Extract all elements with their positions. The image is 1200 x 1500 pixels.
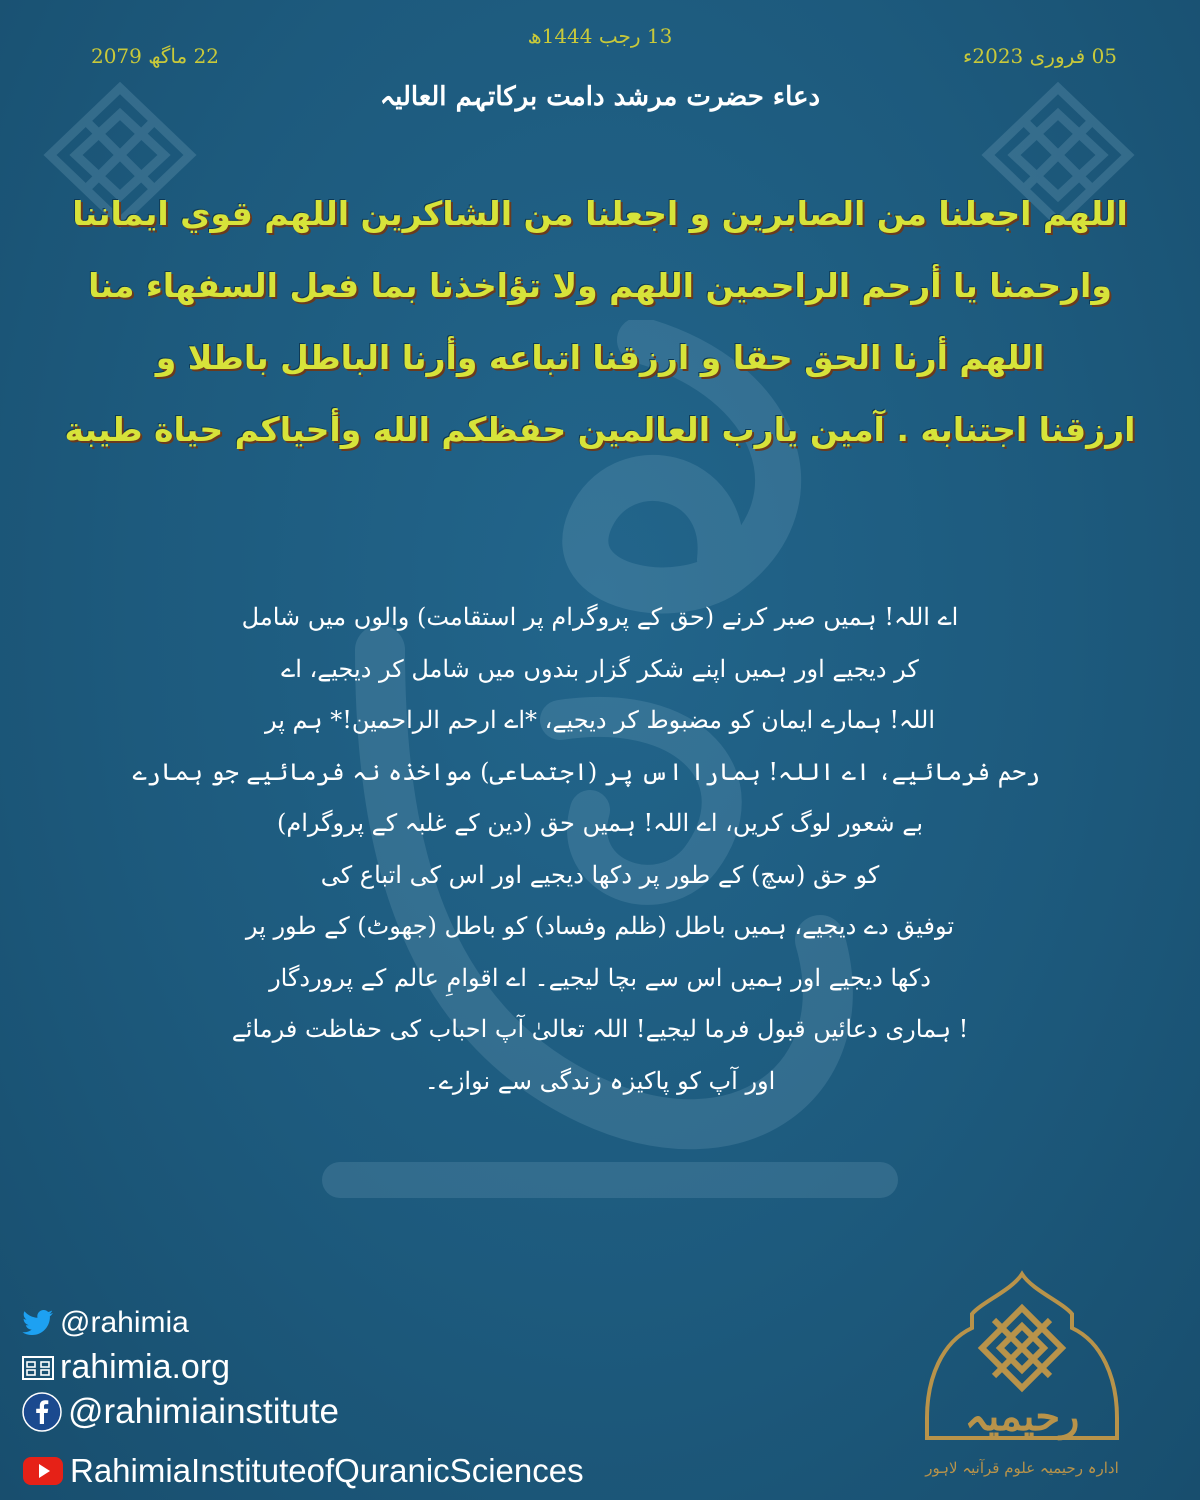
arabic-dua-line: اللهم اجعلنا من الصابرين و اجعلنا من الشاكرين اللهم قوي ايماننا: [72, 194, 1128, 233]
youtube-link[interactable]: [22, 1452, 584, 1490]
page-title: دعاء حضرت مرشد دامت برکاتہم العالیہ: [379, 82, 821, 112]
urdu-translation: [132, 592, 1040, 1107]
twitter-icon: [22, 1310, 54, 1336]
twitter-link[interactable]: [22, 1306, 189, 1340]
website-url: rahimia.org: [60, 1348, 231, 1386]
twitter-handle: @rahimia: [60, 1306, 189, 1339]
logo-subtitle: ادارہ رحیمیہ علوم قرآنیہ لاہور: [925, 1459, 1119, 1477]
web-icon: [22, 1356, 54, 1380]
website-link[interactable]: [22, 1348, 230, 1387]
urdu-translation-line: بے شعور لوگ کریں، اے اللہ! ہمیں حق (دین کے غلبہ کے پروگرام): [276, 809, 924, 837]
urdu-translation-line: اے اللہ! ہمیں صبر کرنے (حق کے پروگرام پر استقامت) والوں میں شامل: [241, 603, 959, 631]
gregorian-date: 05 فروری 2023ء: [962, 44, 1118, 68]
arabic-dua-line: وارحمنا يا أرحم الراحمين اللهم ولا تؤاخذنا بما فعل السفهاء منا: [88, 266, 1112, 305]
facebook-link[interactable]: [22, 1392, 339, 1432]
urdu-translation-line: کو حق (سچ) کے طور پر دکھا دیجیے اور اس کی اتباع کی: [320, 860, 880, 889]
urdu-translation-line: دکھا دیجیے اور ہمیں اس سے بچا لیجیے۔ اے اقوامِ عالم کے پروردگار: [269, 963, 931, 992]
youtube-icon: [22, 1456, 64, 1486]
facebook-icon: [22, 1392, 62, 1432]
urdu-translation-line: توفیق دے دیجیے، ہمیں باطل (ظلم وفساد) کو باطل (جھوٹ) کے طور پر: [245, 912, 955, 940]
urdu-translation-line: رحم فرمائیے، اے اللہ! ہمارا اس پر (اجتماعی) مواخذہ نہ فرمائیے جو ہمارے: [132, 757, 1040, 786]
arabic-dua-line: ارزقنا اجتنابه . آمين يارب العالمين حفظكم الله وأحياكم حياة طيبة: [64, 410, 1136, 449]
urdu-translation-line: اللہ! ہمارے ایمان کو مضبوط کر دیجیے، *اے ارحم الراحمین!* ہم پر: [264, 706, 936, 734]
hijri-date: 13 رجب 1444ھ: [527, 24, 673, 48]
urdu-translation-line: ! ہماری دعائیں قبول فرما لیجیے! اللہ تعالیٰ آپ احباب کی حفاظت فرمائے: [231, 1015, 969, 1043]
arabic-dua-line: اللهم أرنا الحق حقا و ارزقنا اتباعه وأرنا الباطل باطلا و: [155, 338, 1045, 377]
facebook-handle: @rahimiainstitute: [68, 1392, 339, 1431]
logo-title: رحیمیہ: [964, 1393, 1080, 1440]
urdu-translation-line: اور آپ کو پاکیزہ زندگی سے نوازے۔: [424, 1066, 776, 1095]
desi-date: 22 ماگھ 2079: [90, 44, 220, 68]
youtube-channel: RahimiaInstituteofQuranicSciences: [70, 1452, 584, 1489]
arabic-dua: [60, 178, 1140, 466]
rahimia-logo: [912, 1268, 1132, 1493]
urdu-translation-line: کر دیجیے اور ہمیں اپنے شکر گزار بندوں میں شامل کر دیجیے، اے: [281, 654, 919, 683]
